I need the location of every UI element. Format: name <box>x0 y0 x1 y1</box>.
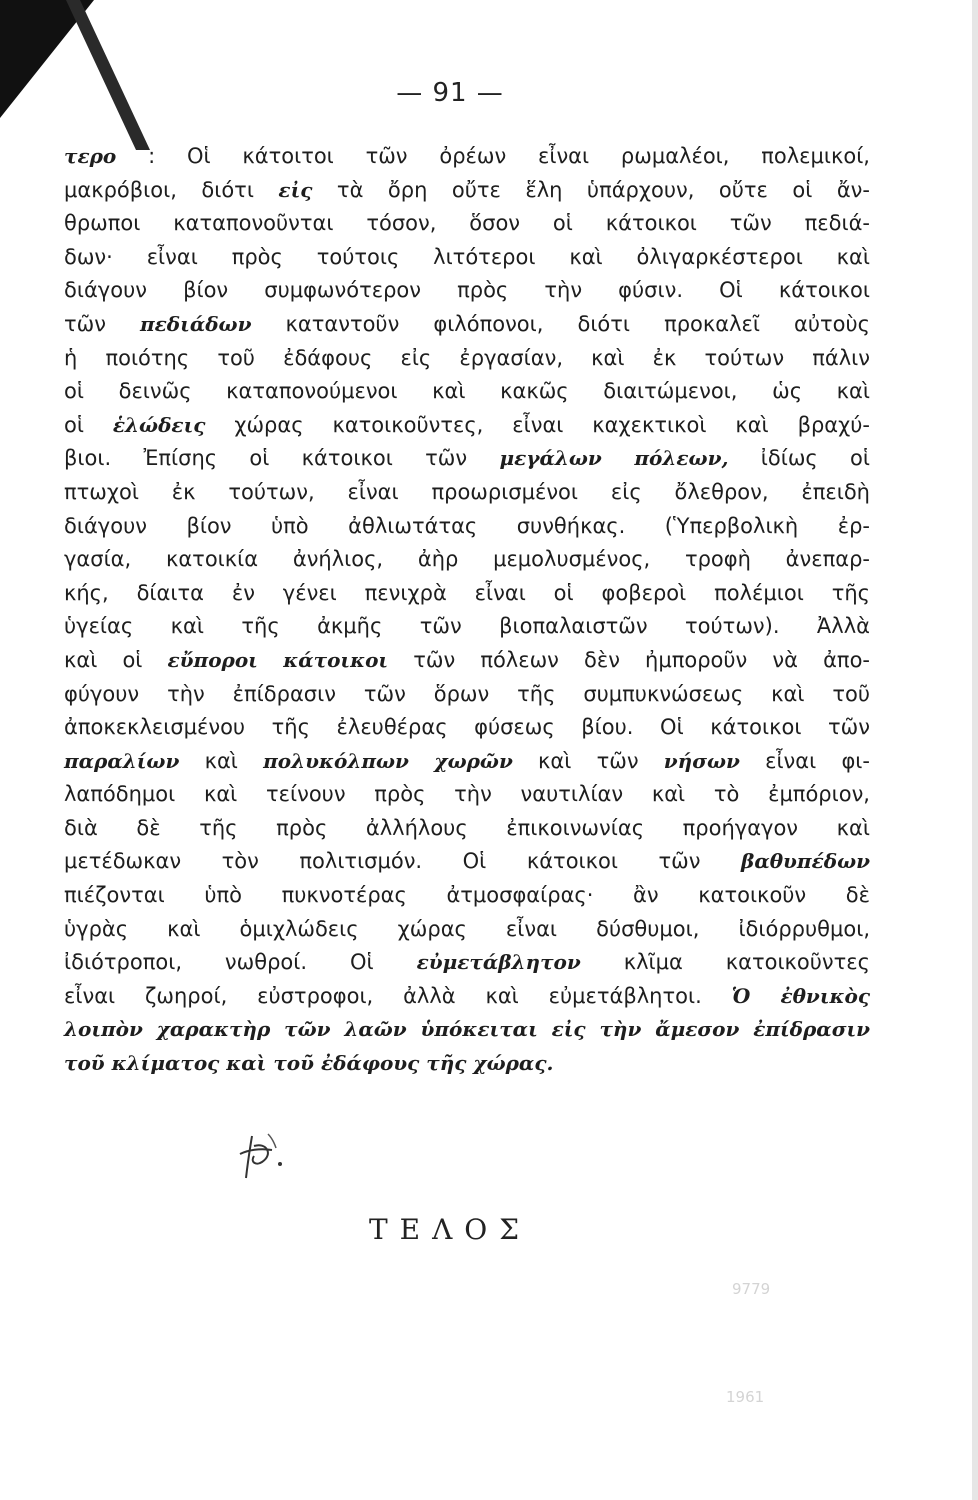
text-segment: τῶν <box>64 311 140 336</box>
text-segment: ἰδίως οἱ <box>728 446 871 471</box>
text-segment: διάγουν βίον συμφωνότερον πρὸς τὴν φύσιν. Οἱ κάτοικοι <box>64 278 870 303</box>
emphasized-text: λοιπὸν χαρακτὴρ τῶν λαῶν ὑπόκειται εἰς τὴν ἄμεσον ἐπίδρασιν <box>64 1017 870 1042</box>
text-line <box>64 476 870 510</box>
text-line <box>64 610 870 644</box>
text-segment: λαπόδημοι καὶ τείνουν πρὸς τὴν ναυτιλίαν καὶ τὸ ἐμπόριον, <box>64 782 870 807</box>
text-segment: δων· εἶναι πρὸς τούτοις λιτότεροι καὶ ὀλιγαρκέστεροι καὶ <box>64 244 870 269</box>
text-segment: ἡ ποιότης τοῦ ἐδάφους εἰς ἐργασίαν, καὶ ἐκ τούτων πάλιν <box>64 345 870 370</box>
text-line <box>64 140 870 174</box>
emphasized-text: τοῦ κλίματος καὶ τοῦ ἐδάφους τῆς χώρας. <box>64 1051 554 1076</box>
page-edge-shadow <box>972 0 978 1500</box>
text-line <box>64 241 870 275</box>
text-segment: καταντοῦν φιλόπονοι, διότι προκαλεῖ αὐτοὺς <box>251 311 870 336</box>
text-line <box>64 577 870 611</box>
text-segment: καὶ οἱ <box>64 647 168 672</box>
text-line <box>64 946 870 980</box>
text-segment: εἶναι ζωηροί, εὐστροφοι, ἀλλὰ καὶ εὐμετάβλητοι. <box>64 983 732 1008</box>
text-segment: γασία, κατοικία ἀνήλιος, ἀὴρ μεμολυσμένος, τροφὴ ἀνεπαρ- <box>64 547 870 572</box>
text-line <box>64 1013 870 1047</box>
text-line <box>64 207 870 241</box>
emphasized-text: εἰς <box>278 177 313 202</box>
text-segment: ὑγείας καὶ τῆς ἀκμῆς τῶν βιοπαλαιστῶν τούτων). Ἀλλὰ <box>64 614 870 639</box>
text-line <box>64 342 870 376</box>
text-segment: χώρας κατοικοῦντες, εἶναι καχεκτικοὶ καὶ βραχύ- <box>205 412 870 437</box>
text-line <box>64 745 870 779</box>
text-segment: τὰ ὄρη οὔτε ἕλη ὑπάρχουν, οὔτε οἱ ἄν- <box>312 177 870 202</box>
text-line <box>64 308 870 342</box>
ending-word: ΤΕΛΟΣ <box>368 1213 532 1246</box>
text-segment: : Οἱ κάτοιτοι τῶν ὀρέων εἶναι ρωμαλέοι, πολεμικοί, <box>116 144 870 168</box>
text-segment: πιέζονται ὑπὸ πυκνοτέρας ἀτμοσφαίρας· ἂν κατοικοῦν δὲ <box>64 883 870 908</box>
emphasized-text: πεδιάδων <box>140 311 252 336</box>
text-segment: θρωποι καταπονοῦνται τόσον, ὅσον οἱ κάτοικοι τῶν πεδιά- <box>64 211 870 236</box>
text-segment: διὰ δὲ τῆς πρὸς ἀλλήλους ἐπικοινωνίας προήγαγον καὶ <box>64 815 870 840</box>
text-segment: τῶν πόλεων δὲν ἠμποροῦν νὰ ἀπο- <box>388 647 870 672</box>
text-line <box>64 274 870 308</box>
text-line <box>64 678 870 712</box>
text-line <box>64 778 870 812</box>
emphasized-text: πολυκόλπων χωρῶν <box>263 748 513 773</box>
page-number: — 91 — <box>396 78 504 108</box>
text-line <box>64 174 870 208</box>
bleed-through-number: 1961 <box>726 1388 765 1406</box>
text-segment: βιοι. Ἐπίσης οἱ κάτοικοι τῶν <box>64 446 500 471</box>
text-segment: κλῖμα κατοικοῦντες <box>580 950 870 975</box>
text-line <box>64 375 870 409</box>
text-line <box>64 711 870 745</box>
text-segment: καὶ <box>179 748 264 773</box>
text-line <box>64 1047 870 1081</box>
initials-mark <box>232 1128 292 1183</box>
emphasized-text: Ὁ ἐθνικὸς <box>731 983 870 1008</box>
text-segment: μετέδωκαν τὸν πολιτισμόν. Οἱ κάτοικοι τῶν <box>64 849 742 874</box>
text-line <box>64 644 870 678</box>
text-segment: ἀποκεκλεισμένου τῆς ἐλευθέρας φύσεως βίου. Οἱ κάτοικοι τῶν <box>64 715 870 740</box>
text-line <box>64 879 870 913</box>
text-segment: φύγουν τὴν ἐπίδρασιν τῶν ὅρων τῆς συμπυκνώσεως καὶ τοῦ <box>64 681 870 706</box>
text-segment: πτωχοὶ ἐκ τούτων, εἶναι προωρισμένοι εἰς ὄλεθρον, ἐπειδὴ <box>64 479 870 504</box>
emphasized-text: ἑλώδεις <box>112 412 206 437</box>
emphasized-text: νήσων <box>663 748 740 773</box>
emphasized-text: εὐμετάβλητον <box>416 950 581 975</box>
page-corner-fold <box>0 0 150 150</box>
text-segment: κής, δίαιτα ἐν γένει πενιχρὰ εἶναι οἱ φοβεροὶ πολέμιοι τῆς <box>64 580 870 605</box>
text-segment: ὑγρὰς καὶ ὁμιχλώδεις χώρας εἶναι δύσθυμοι, ἰδιόρρυθμοι, <box>64 916 870 941</box>
text-segment: οἱ <box>64 412 113 437</box>
text-segment: μακρόβιοι, διότι <box>64 177 279 202</box>
text-line <box>64 812 870 846</box>
text-line <box>64 510 870 544</box>
text-line <box>64 913 870 947</box>
text-segment: διάγουν βίον ὑπὸ ἀθλιωτάτας συνθήκας. (Ὑπερβολικὴ ἐρ- <box>64 513 870 538</box>
text-segment: εἶναι φι- <box>739 748 870 773</box>
bleed-through-number: 9779 <box>732 1280 771 1298</box>
text-line <box>64 543 870 577</box>
text-segment: καὶ τῶν <box>512 748 664 773</box>
body-text <box>64 140 870 1081</box>
text-segment: ἰδιότροποι, νωθροί. Οἱ <box>64 950 417 975</box>
text-line <box>64 409 870 443</box>
emphasized-text: παραλίων <box>64 748 180 773</box>
emphasized-text: μεγάλων πόλεων, <box>499 446 729 471</box>
emphasized-text: τερο <box>64 144 117 168</box>
text-line <box>64 845 870 879</box>
text-line <box>64 980 870 1014</box>
emphasized-text: βαθυπέδων <box>741 849 870 874</box>
text-segment: οἱ δεινῶς καταπονούμενοι καὶ κακῶς διαιτώμενοι, ὡς καὶ <box>64 379 870 404</box>
text-line <box>64 442 870 476</box>
emphasized-text: εὔποροι κάτοικοι <box>167 647 389 672</box>
